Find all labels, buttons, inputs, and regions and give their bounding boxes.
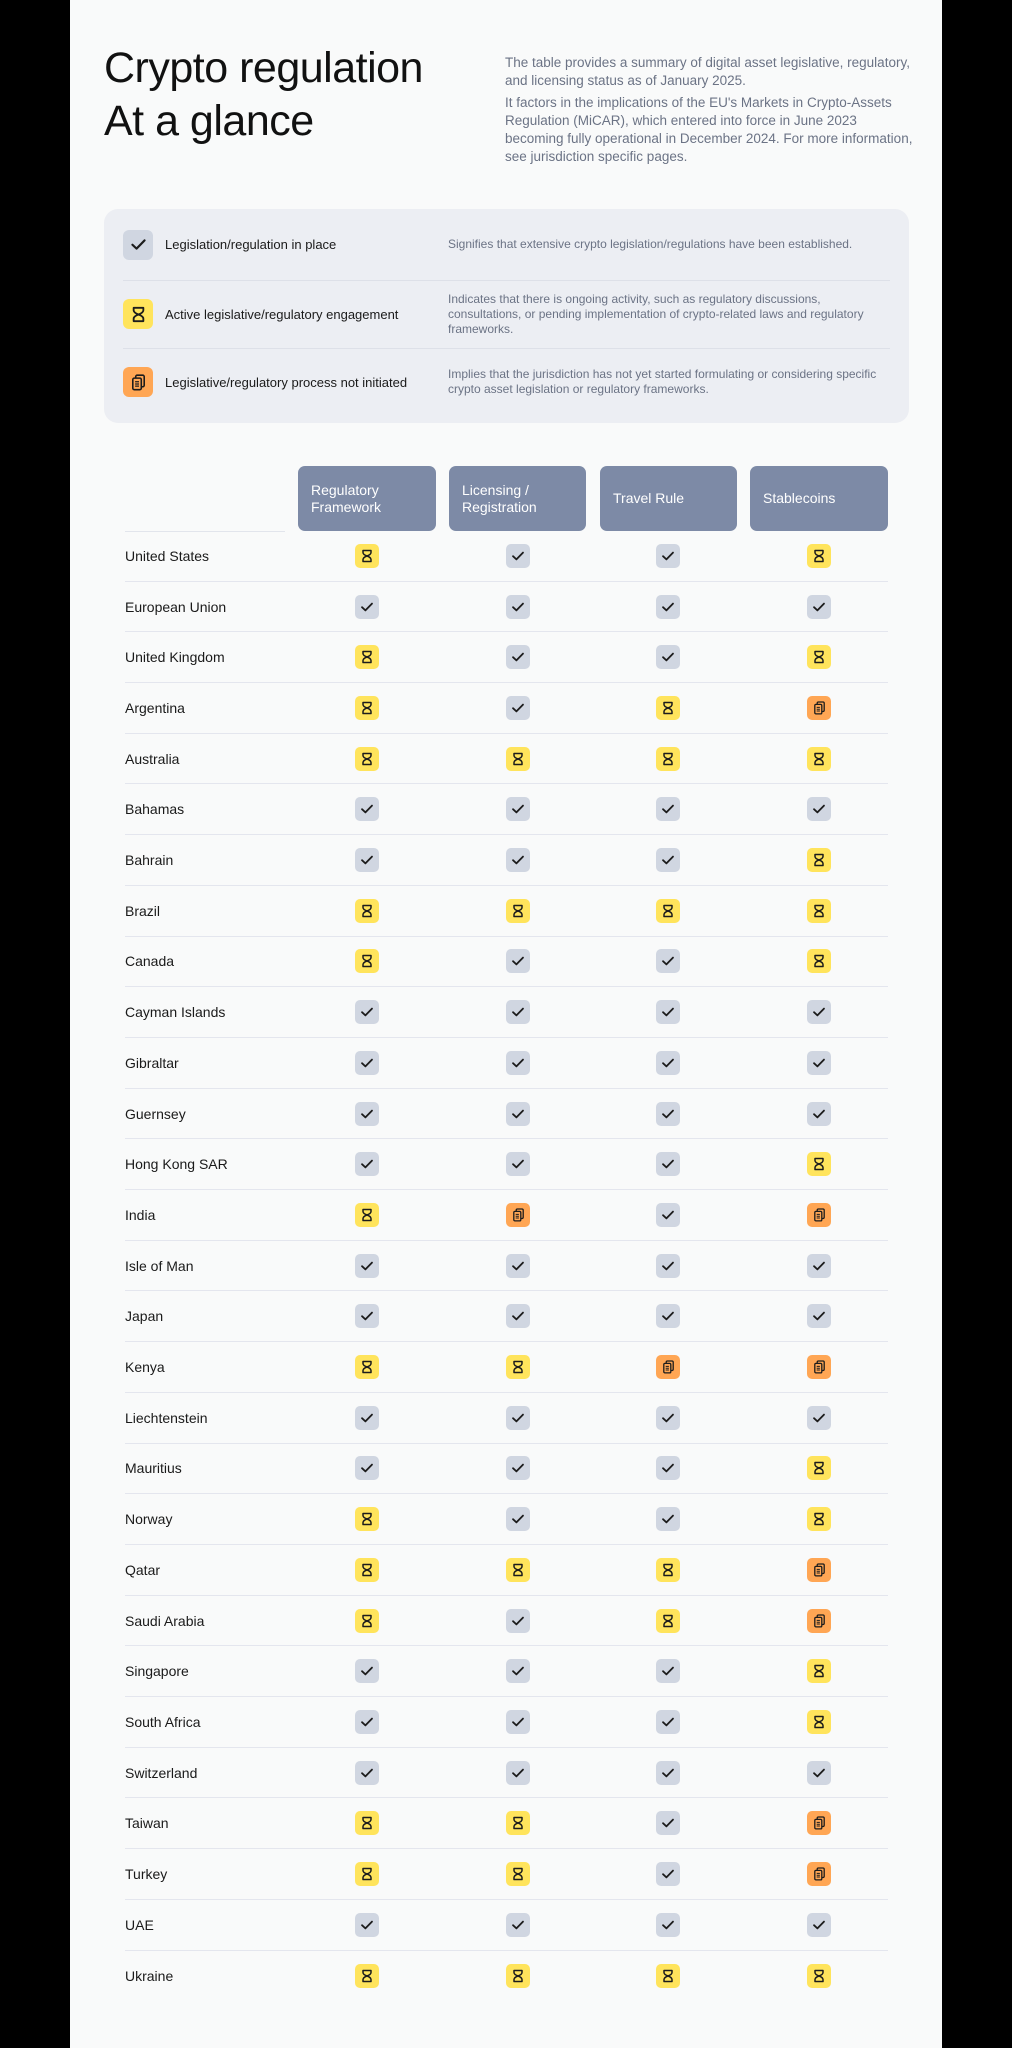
country-name: India xyxy=(125,1206,156,1223)
status-regulatory-framework-check-icon xyxy=(355,1913,379,1937)
status-stablecoins-check-icon xyxy=(807,1761,831,1785)
status-stablecoins-hourglass-icon xyxy=(807,899,831,923)
country-name: Turkey xyxy=(125,1866,168,1883)
country-name: Taiwan xyxy=(125,1815,169,1832)
status-licensing-check-icon xyxy=(506,797,530,821)
table-row xyxy=(125,1494,888,1545)
status-travel-rule-check-icon xyxy=(656,949,680,973)
table-row xyxy=(125,937,888,988)
table-row xyxy=(125,683,888,734)
status-travel-rule-check-icon xyxy=(656,1152,680,1176)
status-licensing-check-icon xyxy=(506,1102,530,1126)
country-name: Liechtenstein xyxy=(125,1409,208,1426)
status-travel-rule-hourglass-icon xyxy=(656,1609,680,1633)
status-licensing-hourglass-icon xyxy=(506,1355,530,1379)
status-regulatory-framework-check-icon xyxy=(355,1761,379,1785)
status-regulatory-framework-check-icon xyxy=(355,1406,379,1430)
column-header-licensing: Licensing / Registration xyxy=(449,466,586,531)
table-row xyxy=(125,1849,888,1900)
table-row xyxy=(125,1596,888,1647)
column-header-travel-rule: Travel Rule xyxy=(600,466,737,531)
table-row xyxy=(125,734,888,785)
status-travel-rule-check-icon xyxy=(656,1862,680,1886)
table-row xyxy=(125,785,888,836)
status-travel-rule-check-icon xyxy=(656,544,680,568)
intro-paragraph-2: It factors in the implications of the EU's Markets in Crypto-Assets Regulation (MiCAR), which entered into force in June 2023 becoming fully operational in December 2024. For more information, see jurisdiction specific pages. xyxy=(505,95,913,164)
status-regulatory-framework-check-icon xyxy=(355,1152,379,1176)
status-stablecoins-hourglass-icon xyxy=(807,1456,831,1480)
status-licensing-check-icon xyxy=(506,544,530,568)
legend xyxy=(104,209,909,423)
table-row xyxy=(125,1748,888,1799)
status-travel-rule-check-icon xyxy=(656,1659,680,1683)
country-name: Switzerland xyxy=(125,1764,198,1781)
status-licensing-hourglass-icon xyxy=(506,1811,530,1835)
status-regulatory-framework-check-icon xyxy=(355,1710,379,1734)
status-regulatory-framework-hourglass-icon xyxy=(355,747,379,771)
status-licensing-check-icon xyxy=(506,1152,530,1176)
status-licensing-hourglass-icon xyxy=(506,1862,530,1886)
status-regulatory-framework-hourglass-icon xyxy=(355,1964,379,1988)
status-stablecoins-check-icon xyxy=(807,1102,831,1126)
status-travel-rule-check-icon xyxy=(656,1710,680,1734)
status-licensing-check-icon xyxy=(506,696,530,720)
status-licensing-hourglass-icon xyxy=(506,1558,530,1582)
status-stablecoins-check-icon xyxy=(807,1051,831,1075)
country-name: Saudi Arabia xyxy=(125,1612,205,1629)
status-regulatory-framework-hourglass-icon xyxy=(355,949,379,973)
country-name: Qatar xyxy=(125,1561,161,1578)
status-travel-rule-documents-icon xyxy=(656,1355,680,1379)
table-row xyxy=(125,531,888,582)
table-row xyxy=(125,1292,888,1343)
country-name: Australia xyxy=(125,750,180,767)
status-stablecoins-hourglass-icon xyxy=(807,1659,831,1683)
country-name: Mauritius xyxy=(125,1460,182,1477)
table-row xyxy=(125,582,888,633)
legend-description: Indicates that there is ongoing activity, such as regulatory discussions, consultations, or pending implementation of crypto-related laws and regulatory frameworks. xyxy=(448,291,864,336)
status-licensing-check-icon xyxy=(506,1659,530,1683)
table-row xyxy=(125,1900,888,1951)
status-regulatory-framework-check-icon xyxy=(355,1456,379,1480)
status-regulatory-framework-hourglass-icon xyxy=(355,696,379,720)
status-stablecoins-check-icon xyxy=(807,1000,831,1024)
status-travel-rule-check-icon xyxy=(656,1761,680,1785)
status-stablecoins-check-icon xyxy=(807,595,831,619)
status-travel-rule-hourglass-icon xyxy=(656,1964,680,1988)
country-name: Hong Kong SAR xyxy=(125,1156,228,1173)
status-regulatory-framework-check-icon xyxy=(355,1000,379,1024)
status-travel-rule-hourglass-icon xyxy=(656,696,680,720)
table-row xyxy=(125,987,888,1038)
status-stablecoins-documents-icon xyxy=(807,1609,831,1633)
status-travel-rule-check-icon xyxy=(656,645,680,669)
status-travel-rule-check-icon xyxy=(656,1203,680,1227)
table-row xyxy=(125,1038,888,1089)
status-travel-rule-check-icon xyxy=(656,1456,680,1480)
status-travel-rule-check-icon xyxy=(656,1811,680,1835)
country-name: Norway xyxy=(125,1511,173,1528)
table-row xyxy=(125,1190,888,1241)
table-row xyxy=(125,835,888,886)
country-name: Bahamas xyxy=(125,801,185,818)
country-name: Ukraine xyxy=(125,1967,174,1984)
status-stablecoins-documents-icon xyxy=(807,1862,831,1886)
status-licensing-check-icon xyxy=(506,1304,530,1328)
status-stablecoins-documents-icon xyxy=(807,1203,831,1227)
country-name: Brazil xyxy=(125,902,161,919)
status-stablecoins-check-icon xyxy=(807,1254,831,1278)
country-name: South Africa xyxy=(125,1713,201,1730)
country-name: Isle of Man xyxy=(125,1257,194,1274)
status-licensing-check-icon xyxy=(506,1761,530,1785)
status-travel-rule-check-icon xyxy=(656,595,680,619)
status-stablecoins-hourglass-icon xyxy=(807,1507,831,1531)
legend-item-in-place xyxy=(123,209,890,281)
status-travel-rule-check-icon xyxy=(656,1304,680,1328)
country-name: United Kingdom xyxy=(125,649,225,666)
status-stablecoins-hourglass-icon xyxy=(807,949,831,973)
status-regulatory-framework-hourglass-icon xyxy=(355,1355,379,1379)
status-travel-rule-check-icon xyxy=(656,1254,680,1278)
table-row xyxy=(125,1545,888,1596)
status-stablecoins-documents-icon xyxy=(807,1558,831,1582)
status-travel-rule-hourglass-icon xyxy=(656,899,680,923)
status-licensing-check-icon xyxy=(506,848,530,872)
table-row xyxy=(125,1951,888,2002)
country-name: Argentina xyxy=(125,699,185,716)
status-licensing-check-icon xyxy=(506,1254,530,1278)
hourglass-icon xyxy=(123,299,153,329)
country-name: Gibraltar xyxy=(125,1054,179,1071)
status-licensing-hourglass-icon xyxy=(506,899,530,923)
legend-description: Signifies that extensive crypto legislation/regulations have been established. xyxy=(448,237,853,251)
status-regulatory-framework-hourglass-icon xyxy=(355,1558,379,1582)
status-stablecoins-documents-icon xyxy=(807,1355,831,1379)
status-regulatory-framework-hourglass-icon xyxy=(355,544,379,568)
status-licensing-check-icon xyxy=(506,1913,530,1937)
status-licensing-check-icon xyxy=(506,1507,530,1531)
table-row xyxy=(125,886,888,937)
status-stablecoins-hourglass-icon xyxy=(807,747,831,771)
intro-text xyxy=(505,54,915,170)
status-travel-rule-check-icon xyxy=(656,848,680,872)
status-licensing-check-icon xyxy=(506,1710,530,1734)
status-stablecoins-hourglass-icon xyxy=(807,1710,831,1734)
status-stablecoins-hourglass-icon xyxy=(807,848,831,872)
table-row xyxy=(125,1342,888,1393)
intro-paragraph-1: The table provides a summary of digital asset legislative, regulatory, and licensing status as of January 2025. xyxy=(505,55,910,88)
legend-label: Legislation/regulation in place xyxy=(165,237,337,252)
status-stablecoins-hourglass-icon xyxy=(807,1964,831,1988)
table-row xyxy=(125,1139,888,1190)
status-regulatory-framework-hourglass-icon xyxy=(355,1862,379,1886)
table-row xyxy=(125,1393,888,1444)
status-licensing-check-icon xyxy=(506,1000,530,1024)
status-stablecoins-check-icon xyxy=(807,1304,831,1328)
status-stablecoins-documents-icon xyxy=(807,1811,831,1835)
country-name: Bahrain xyxy=(125,852,174,869)
status-travel-rule-check-icon xyxy=(656,1000,680,1024)
status-travel-rule-check-icon xyxy=(656,1913,680,1937)
status-licensing-hourglass-icon xyxy=(506,1964,530,1988)
status-stablecoins-check-icon xyxy=(807,797,831,821)
legend-label: Active legislative/regulatory engagement xyxy=(165,306,399,322)
check-icon xyxy=(123,230,153,260)
status-licensing-check-icon xyxy=(506,1051,530,1075)
legend-label: Legislative/regulatory process not initiated xyxy=(165,374,408,390)
status-travel-rule-check-icon xyxy=(656,1406,680,1430)
status-regulatory-framework-hourglass-icon xyxy=(355,899,379,923)
status-regulatory-framework-hourglass-icon xyxy=(355,1609,379,1633)
title-line-1: Crypto regulation xyxy=(104,44,423,92)
table-row xyxy=(125,1697,888,1748)
status-travel-rule-hourglass-icon xyxy=(656,747,680,771)
status-travel-rule-hourglass-icon xyxy=(656,1558,680,1582)
status-regulatory-framework-check-icon xyxy=(355,1254,379,1278)
table-row xyxy=(125,1089,888,1140)
legend-description: Implies that the jurisdiction has not yet started formulating or considering specific crypto asset legislation or regulatory frameworks. xyxy=(448,367,877,396)
status-licensing-hourglass-icon xyxy=(506,747,530,771)
country-name: Cayman Islands xyxy=(125,1004,226,1021)
table-row xyxy=(125,1241,888,1292)
table-row xyxy=(125,1646,888,1697)
status-regulatory-framework-hourglass-icon xyxy=(355,645,379,669)
country-name: European Union xyxy=(125,598,227,615)
status-regulatory-framework-check-icon xyxy=(355,595,379,619)
status-regulatory-framework-hourglass-icon xyxy=(355,1507,379,1531)
status-regulatory-framework-check-icon xyxy=(355,1304,379,1328)
table-row xyxy=(125,632,888,683)
legend-item-engagement xyxy=(123,280,890,349)
status-regulatory-framework-check-icon xyxy=(355,1102,379,1126)
country-name: Japan xyxy=(125,1308,164,1325)
country-name: United States xyxy=(125,547,210,564)
status-stablecoins-check-icon xyxy=(807,1913,831,1937)
country-name: Singapore xyxy=(125,1663,189,1680)
status-licensing-check-icon xyxy=(506,949,530,973)
page xyxy=(70,0,942,2048)
status-licensing-check-icon xyxy=(506,595,530,619)
legend-item-not-initiated xyxy=(123,349,890,415)
table-row xyxy=(125,1799,888,1850)
status-travel-rule-check-icon xyxy=(656,1507,680,1531)
column-header-regulatory-framework: Regulatory Framework xyxy=(298,466,436,531)
country-name: UAE xyxy=(125,1916,154,1933)
status-licensing-check-icon xyxy=(506,1406,530,1430)
status-regulatory-framework-check-icon xyxy=(355,848,379,872)
status-licensing-documents-icon xyxy=(506,1203,530,1227)
country-name: Kenya xyxy=(125,1359,165,1376)
status-travel-rule-check-icon xyxy=(656,797,680,821)
status-travel-rule-check-icon xyxy=(656,1051,680,1075)
status-regulatory-framework-check-icon xyxy=(355,1051,379,1075)
page-title xyxy=(104,42,423,148)
status-regulatory-framework-hourglass-icon xyxy=(355,1811,379,1835)
country-name: Guernsey xyxy=(125,1105,186,1122)
status-regulatory-framework-hourglass-icon xyxy=(355,1203,379,1227)
status-stablecoins-hourglass-icon xyxy=(807,544,831,568)
documents-icon xyxy=(123,367,153,397)
country-name: Canada xyxy=(125,953,175,970)
status-licensing-check-icon xyxy=(506,1456,530,1480)
status-travel-rule-check-icon xyxy=(656,1102,680,1126)
status-regulatory-framework-check-icon xyxy=(355,797,379,821)
column-header-stablecoins: Stablecoins xyxy=(750,466,888,531)
status-stablecoins-hourglass-icon xyxy=(807,645,831,669)
status-stablecoins-check-icon xyxy=(807,1406,831,1430)
status-stablecoins-hourglass-icon xyxy=(807,1152,831,1176)
status-licensing-check-icon xyxy=(506,645,530,669)
status-stablecoins-documents-icon xyxy=(807,696,831,720)
status-licensing-check-icon xyxy=(506,1609,530,1633)
table-row xyxy=(125,1444,888,1495)
status-regulatory-framework-check-icon xyxy=(355,1659,379,1683)
title-line-2: At a glance xyxy=(104,97,314,145)
